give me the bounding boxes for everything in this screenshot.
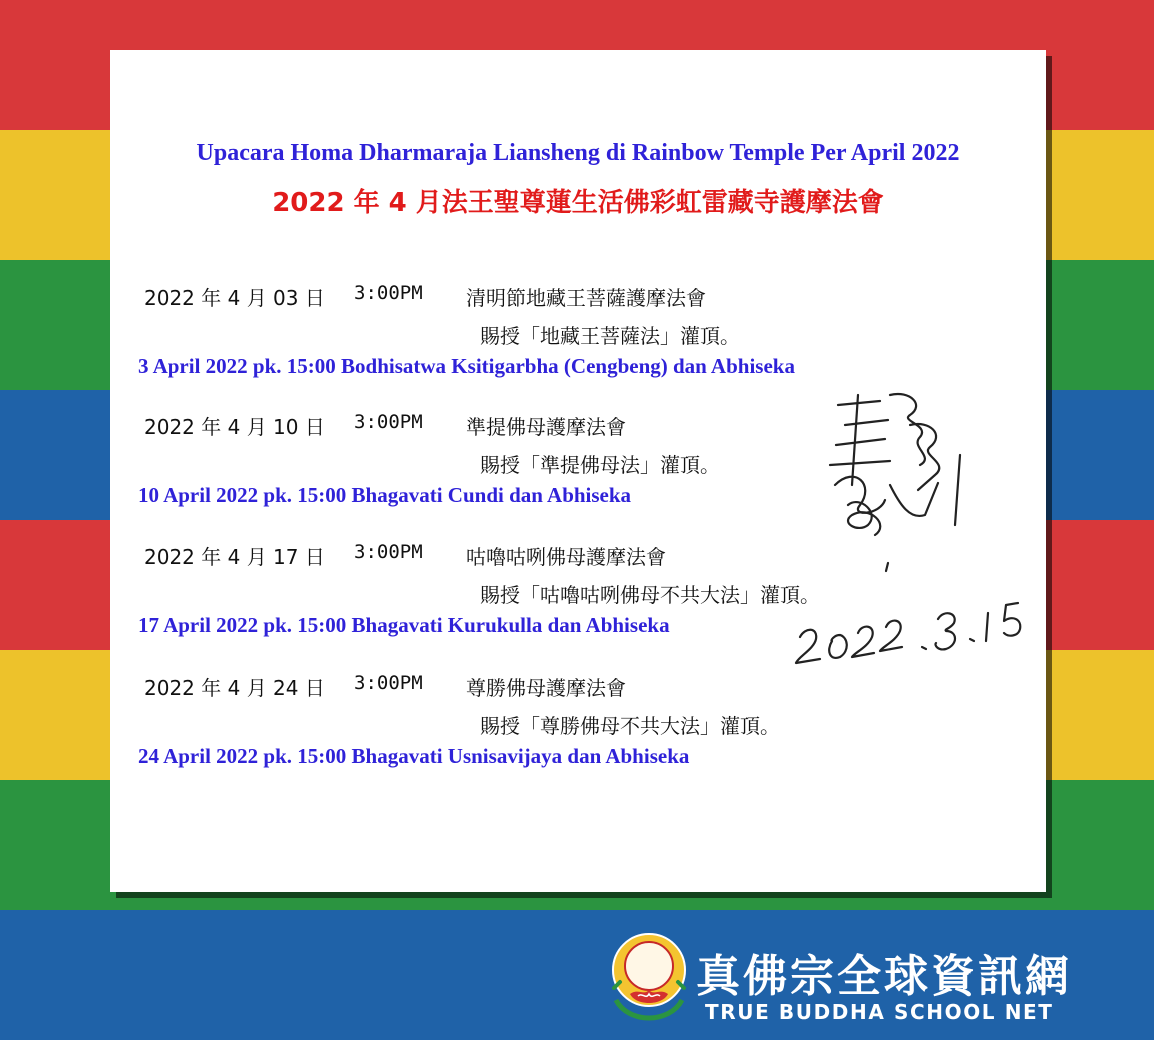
event-date: 2022 年 4 月 03 日 <box>144 286 325 310</box>
event-english: 3 April 2022 pk. 15:00 Bodhisatwa Ksitigarbha (Cengbeng) dan Abhiseka <box>138 354 795 378</box>
event-english: 17 April 2022 pk. 15:00 Bhagavati Kurukulla dan Abhiseka <box>138 613 670 637</box>
event-date: 2022 年 4 月 24 日 <box>144 676 325 700</box>
event-time: 3:00PM <box>354 672 423 694</box>
handwritten-signature <box>760 365 1060 705</box>
true-buddha-school-emblem <box>608 930 690 1022</box>
event-empowerment: 賜授「準提佛母法」灌頂。 <box>480 453 720 477</box>
event-date: 2022 年 4 月 10 日 <box>144 415 325 439</box>
event-empowerment: 賜授「尊勝佛母不共大法」灌頂。 <box>480 714 780 738</box>
event-time: 3:00PM <box>354 411 423 433</box>
event-date: 2022 年 4 月 17 日 <box>144 545 325 569</box>
event-empowerment: 賜授「地藏王菩薩法」灌頂。 <box>480 324 740 348</box>
event-time: 3:00PM <box>354 282 423 304</box>
event-name: 準提佛母護摩法會 <box>466 415 626 439</box>
title-chinese: 2022 年 4 月法王聖尊蓮生活佛彩虹雷藏寺護摩法會 <box>272 188 884 218</box>
logo-name-english: TRUE BUDDHA SCHOOL NET <box>705 1000 1054 1024</box>
event-name: 咕嚕咕咧佛母護摩法會 <box>466 545 666 569</box>
event-empowerment: 賜授「咕嚕咕咧佛母不共大法」灌頂。 <box>480 583 820 607</box>
event-time: 3:00PM <box>354 541 423 563</box>
event-english: 10 April 2022 pk. 15:00 Bhagavati Cundi dan Abhiseka <box>138 483 632 507</box>
event-name: 尊勝佛母護摩法會 <box>466 676 626 700</box>
event-english: 24 April 2022 pk. 15:00 Bhagavati Usnisavijaya dan Abhiseka <box>138 744 690 768</box>
event-name: 清明節地藏王菩薩護摩法會 <box>466 286 706 310</box>
title-english: Upacara Homa Dharmaraja Liansheng di Rainbow Temple Per April 2022 <box>196 140 960 166</box>
logo-name-chinese: 真佛宗全球資訊網 <box>696 951 1072 1002</box>
